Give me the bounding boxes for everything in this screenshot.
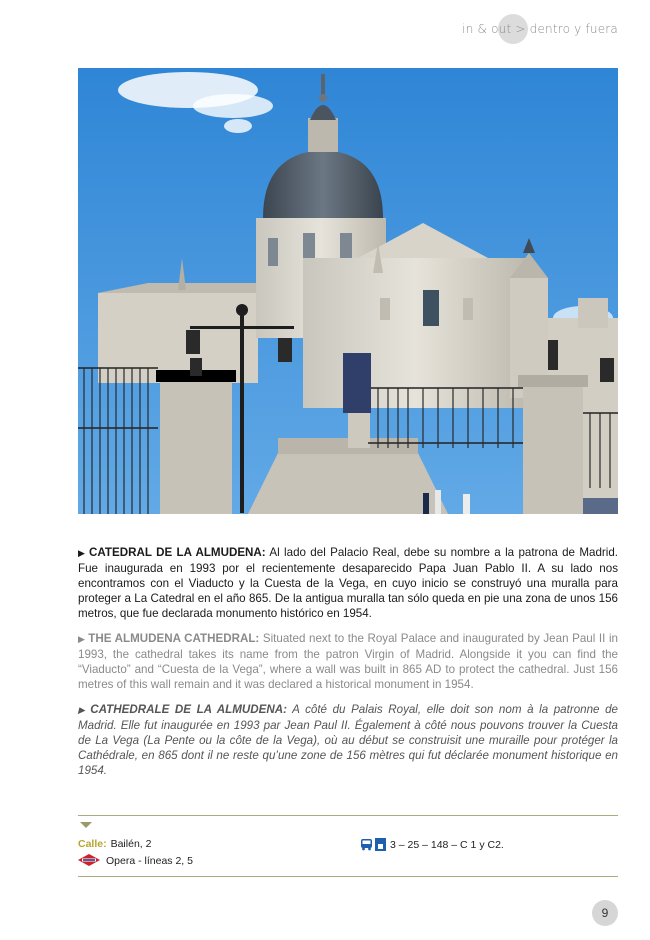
text-block (78, 545, 618, 788)
bus-value: 3 – 25 – 148 – C 1 y C2. (390, 839, 504, 851)
paragraph-english (78, 631, 618, 692)
info-divider-top (78, 815, 618, 816)
heading-french: CATHEDRALE DE LA ALMUDENA: (90, 703, 287, 716)
street-value: Bailén, 2 (110, 838, 152, 850)
metro-info (78, 854, 193, 867)
heading-english: THE ALMUDENA CATHEDRAL: (88, 632, 260, 645)
street-label: Calle: (78, 838, 107, 850)
paragraph-spanish (78, 545, 618, 621)
section-tag (462, 22, 618, 36)
heading-spanish: CATEDRAL DE LA ALMUDENA: (89, 546, 266, 559)
section-tag-text: in & out > dentro y fuera (462, 22, 618, 36)
cathedral-photo (78, 68, 618, 514)
bus-info (360, 838, 504, 851)
body-english: Situated next to the Royal Palace and inaugurated by Jean Paul II in 1993, the cathedral takes its name from the patron Virgin of Madrid. Alongside it you can find the “Viaducto” and “Cuesta de la Vega”, where a wall was built in 865 AD to protect the cathedral. Just 156 metres of this wall remain and it was declared a historical monument in 1954. (78, 632, 618, 691)
bullet-arrow-icon: ▶ (78, 548, 87, 558)
metro-icon (78, 854, 100, 866)
chevron-down-icon (80, 822, 92, 828)
street-info (78, 838, 151, 850)
bus-icon (360, 838, 373, 851)
bus-icons (360, 838, 386, 851)
page-number: 9 (592, 900, 618, 926)
paragraph-french (78, 702, 618, 778)
emt-icon (375, 838, 386, 851)
info-divider-bottom (78, 876, 618, 877)
bullet-arrow-icon: ▶ (78, 705, 88, 715)
body-french: A côté du Palais Royal, elle doit son nom à la patronne de Madrid. Elle fut inaugurée en 1993 par Jean Paul II. Également à côté nous pouvons trouver la Cuesta de La Vega (La Pente ou la côte de la Vega), où au début se construisit une muraille pour protéger la Cathédrale, en 865 dont il ne reste qu’une zone de 156 mètres qui fut déclarée monument historique en 1954. (78, 703, 618, 777)
bullet-arrow-icon: ▶ (78, 634, 86, 644)
body-spanish: Al lado del Palacio Real, debe su nombre a la patrona de Madrid. Fue inaugurada en 1993 por el recientemente desaparecido Papa Juan Pablo II. A su lado nos encontramos con el Viaducto y la Cuesta de la Vega, en cuyo inicio se construyó una muralla para proteger a La Catedral en el año 865. De la antigua muralla tan sólo queda en pie una zona de unos 156 metros, que fue declarada monumento histórico en 1954. (78, 546, 619, 620)
metro-value: Opera - líneas 2, 5 (106, 855, 193, 867)
